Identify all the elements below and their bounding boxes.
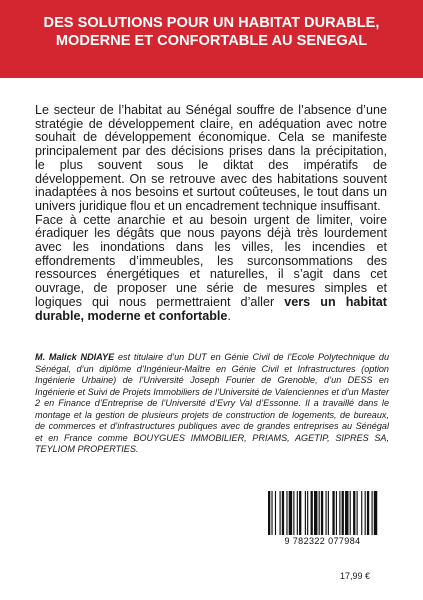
barcode-bar	[319, 491, 320, 535]
barcode-bar	[336, 491, 337, 535]
barcode-bar	[271, 491, 272, 535]
author-bio	[35, 352, 389, 456]
barcode-bars	[268, 491, 377, 535]
price-label: 17,99 €	[340, 571, 371, 581]
barcode-bar	[311, 491, 313, 535]
barcode-bar	[365, 491, 366, 535]
barcode-bar	[268, 491, 270, 535]
barcode-bar	[307, 491, 308, 535]
barcode-bar	[367, 491, 369, 535]
barcode-bar	[353, 491, 355, 535]
title-banner	[0, 0, 423, 78]
summary-paragraph-2-text: Face à cette anarchie et au besoin urgent de limiter, voire éradiquer les dégâts que nous payons déjà très lourdement avec les inondations dans les villes, les incendies et effondrements d’immeubles, les surconsommations des ressources énergétiques et naturelles, il s’agit dans cet ouvrage, de proposer une série de mesures simples et logiques qui nous permettraient d’aller	[35, 212, 387, 309]
summary-paragraph-1: Le secteur de l’habitat au Sénégal souffre de l’absence d’une stratégie de développement claire, en adéquation avec notre souhait de développement économique. Cela se manifeste principalement par des décisions prises dans la précipitation, le plus souvent sous le diktat des impératifs de développement. On se retrouve avec des habitations souvent inadaptées à nos besoins et surtout coûteuses, le tout dans un univers juridique flou et un encadrement technique insuffisant.	[35, 103, 387, 213]
barcode-bar	[361, 491, 362, 535]
barcode-bar	[374, 491, 377, 535]
title-line-2: MODERNE ET CONFORTABLE AU SENEGAL	[55, 33, 368, 49]
barcode-bar	[280, 491, 281, 535]
barcode-bar	[332, 491, 334, 535]
barcode-bar	[342, 491, 344, 535]
book-title	[0, 14, 423, 50]
summary-paragraph-2-end: .	[227, 308, 231, 323]
author-bio-text: est titulaire d’un DUT en Génie Civil de l’Ecole Polytechnique du Sénégal, d’un diplôme d’Ingénieur-Maître en Génie Civil et Infrastructures (option Ingénierie Urbaine) de l’Université Joseph Fourier de Grenoble, d’un DESS en Ingénierie et Suivi de Projets Immobiliers de l’Université de Valenciennes et d’un Master 2 en Finance d’Entreprise de l’Université d’Evry Val d’Essonne. Il a travaillé dans le montage et la gestion de plusieurs projets de construction de logements, de bureaux, de commerces et d’infrastructures publiques avec de grandes entreprises au Sénégal et en France comme BOUYGUES IMMOBILIER, PRIAMS, AGETIP, SIPRES SA, TEYLIOM PROPERTIES.	[35, 352, 389, 455]
summary-highlight: vers un habitat durable, moderne et confortable	[35, 294, 387, 323]
barcode-bar	[372, 491, 373, 535]
barcode-bar	[321, 491, 323, 535]
barcode-bar	[350, 491, 351, 535]
barcode-bar	[275, 491, 276, 535]
isbn-barcode	[260, 487, 385, 547]
book-summary	[35, 104, 387, 323]
barcode-bar	[345, 491, 348, 535]
barcode-digits: 9 782322 077984	[284, 536, 361, 546]
barcode-bar	[326, 491, 327, 535]
title-line-1: DES SOLUTIONS POUR UN HABITAT DURABLE,	[43, 15, 380, 31]
barcode-bar	[282, 491, 284, 535]
barcode-bar	[339, 491, 340, 535]
barcode-bar	[293, 491, 294, 535]
barcode-graphic	[260, 487, 385, 547]
barcode-bar	[305, 491, 306, 535]
barcode-bar	[314, 491, 317, 535]
barcode-bar	[328, 491, 329, 535]
barcode-bar	[357, 491, 358, 535]
barcode-bar	[299, 491, 301, 535]
barcode-bar	[297, 491, 298, 535]
barcode-bar	[289, 491, 292, 535]
summary-paragraph-2	[35, 214, 387, 324]
barcode-bar	[286, 491, 287, 535]
author-name: M. Malick NDIAYE	[35, 352, 115, 362]
